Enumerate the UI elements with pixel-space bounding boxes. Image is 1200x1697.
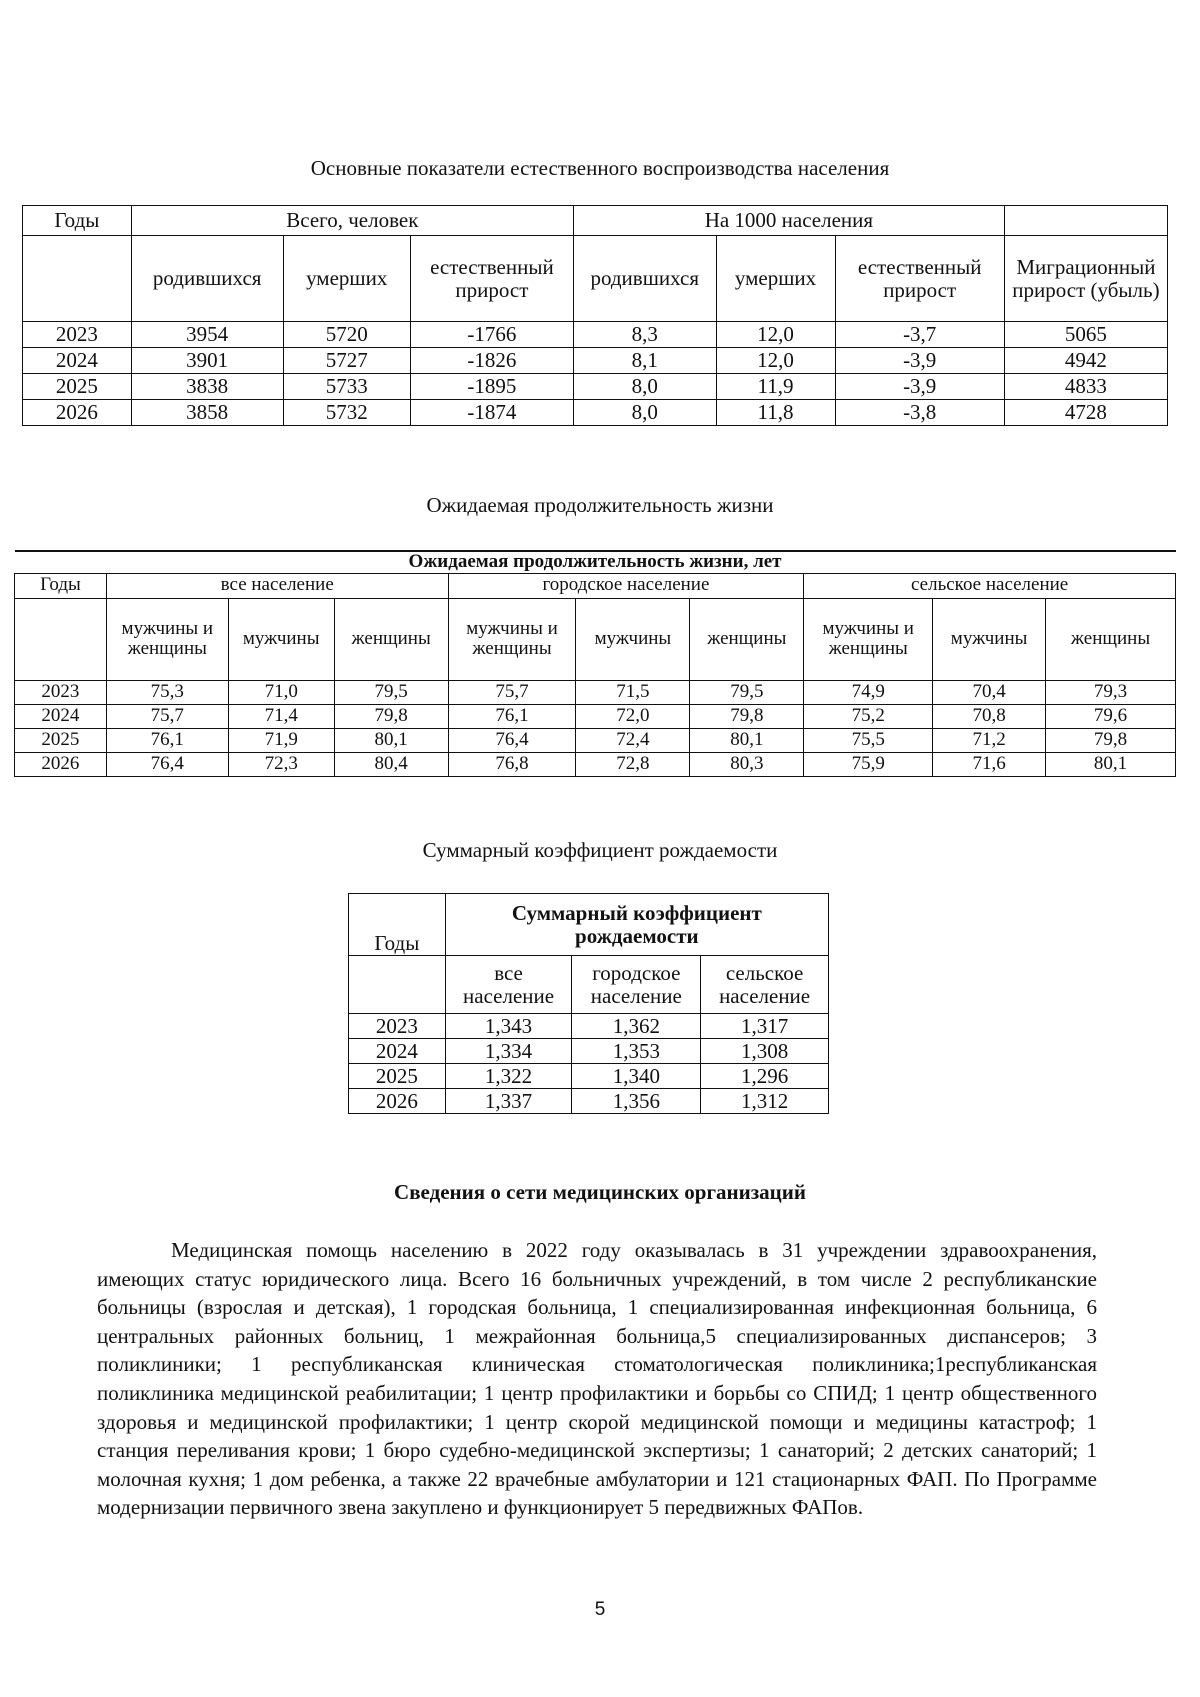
value-cell: 80,3	[690, 752, 804, 776]
value-cell: 1,322	[445, 1064, 572, 1089]
year-cell: 2026	[15, 752, 107, 776]
value-cell: 3858	[131, 400, 283, 426]
value-cell: 72,4	[576, 728, 690, 752]
value-cell: -1766	[410, 322, 573, 348]
value-cell: 8,0	[573, 400, 716, 426]
table-row	[349, 1039, 829, 1064]
table-row	[349, 1064, 829, 1089]
year-cell: 2026	[349, 1089, 446, 1114]
year-cell: 2023	[15, 680, 107, 704]
value-cell: -3,7	[835, 322, 1004, 348]
value-cell: 5720	[283, 322, 410, 348]
value-cell: 74,9	[804, 680, 933, 704]
value-cell: 79,3	[1046, 680, 1176, 704]
value-cell: -3,9	[835, 348, 1004, 374]
value-cell: 4833	[1004, 374, 1167, 400]
table-row	[15, 680, 1176, 704]
table-row	[23, 348, 1168, 374]
col-rural-w: женщины	[1046, 598, 1176, 680]
col-group-per1000: На 1000 населения	[573, 206, 1004, 236]
value-cell: 76,4	[448, 728, 576, 752]
value-cell: 4728	[1004, 400, 1167, 426]
col-all-mw: мужчины и женщины	[106, 598, 228, 680]
life-expectancy-table	[14, 550, 1176, 777]
col-empty	[1004, 206, 1167, 236]
col-urban-w: женщины	[690, 598, 804, 680]
value-cell: 71,0	[228, 680, 334, 704]
table-row	[15, 728, 1176, 752]
value-cell: 75,9	[804, 752, 933, 776]
value-cell: -3,9	[835, 374, 1004, 400]
col-years: Годы	[349, 894, 446, 956]
col-rural-mw: мужчины и женщины	[804, 598, 933, 680]
table3-caption: Суммарный коэффициент рождаемости	[422, 838, 778, 862]
col-group-total: Всего, человек	[131, 206, 573, 236]
table-row	[349, 1014, 829, 1039]
value-cell: 76,4	[106, 752, 228, 776]
value-cell: 75,2	[804, 704, 933, 728]
value-cell: 1,356	[572, 1089, 701, 1114]
value-cell: 72,0	[576, 704, 690, 728]
col-births: родившихся	[131, 236, 283, 322]
table-row	[23, 400, 1168, 426]
value-cell: 76,8	[448, 752, 576, 776]
value-cell: 1,334	[445, 1039, 572, 1064]
value-cell: 1,362	[572, 1014, 701, 1039]
table2-caption: Ожидаемая продолжительность жизни	[426, 493, 774, 517]
col-group-urban: городское население	[448, 573, 804, 598]
year-cell: 2026	[23, 400, 132, 426]
value-cell: 1,308	[701, 1039, 829, 1064]
value-cell: 79,8	[1046, 728, 1176, 752]
year-cell: 2025	[23, 374, 132, 400]
value-cell: 3901	[131, 348, 283, 374]
value-cell: -1874	[410, 400, 573, 426]
value-cell: 79,6	[1046, 704, 1176, 728]
col-fert-urban: городское население	[572, 956, 701, 1014]
col-group-rural: сельское население	[804, 573, 1176, 598]
value-cell: 5727	[283, 348, 410, 374]
natural-reproduction-table	[22, 205, 1168, 426]
col-urban-m: мужчины	[576, 598, 690, 680]
value-cell: 80,1	[690, 728, 804, 752]
year-cell: 2024	[15, 704, 107, 728]
value-cell: 11,9	[716, 374, 835, 400]
value-cell: 71,9	[228, 728, 334, 752]
col-urban-mw: мужчины и женщины	[448, 598, 576, 680]
value-cell: 8,0	[573, 374, 716, 400]
value-cell: 75,5	[804, 728, 933, 752]
value-cell: 71,2	[933, 728, 1046, 752]
value-cell: 70,4	[933, 680, 1046, 704]
col-births-rate: родившихся	[573, 236, 716, 322]
year-cell: 2025	[349, 1064, 446, 1089]
col-group-fertility: Суммарный коэффициент рождаемости	[445, 894, 828, 956]
table1-caption: Основные показатели естественного воспроизводства населения	[310, 156, 890, 180]
col-deaths: умерших	[283, 236, 410, 322]
value-cell: 75,7	[106, 704, 228, 728]
fertility-rate-table	[348, 893, 829, 1114]
section-paragraph: Медицинская помощь населению в 2022 году оказывалась в 31 учреждении здравоохранения, имеющих статус юридического лица. Всего 16 больничных учреждений, в том числе 2 республиканские больницы (взрослая и детская), 1 городская больница, 1 специализированная инфекционная больница, 6 центральных районных больниц, 1 межрайонная больница,5 специализированных диспансеров; 3 поликлиники; 1 республиканская клиническая стоматологическая поликлиника;1республиканская поликлиника медицинской реабилитации; 1 центр профилактики и борьбы со СПИД; 1 центр общественного здоровья и медицинской профилактики; 1 центр скорой медицинской помощи и медицины катастроф; 1 станция переливания крови; 1 бюро судебно-медицинской экспертизы; 1 санаторий; 2 детских санаторий; 1 молочная кухня; 1 дом ребенка, а также 22 врачебные амбулатории и 121 стационарных ФАП. По Программе модернизации первичного звена закуплено и функционирует 5 передвижных ФАПов.	[97, 1238, 1097, 1520]
year-cell: 2025	[15, 728, 107, 752]
year-cell: 2023	[23, 322, 132, 348]
value-cell: 79,5	[690, 680, 804, 704]
value-cell: 5065	[1004, 322, 1167, 348]
col-fert-rural: сельское население	[701, 956, 829, 1014]
value-cell: 11,8	[716, 400, 835, 426]
value-cell: 1,340	[572, 1064, 701, 1089]
col-migration: Миграционный прирост (убыль)	[1004, 236, 1167, 322]
value-cell: 12,0	[716, 322, 835, 348]
value-cell: 72,8	[576, 752, 690, 776]
value-cell: 80,1	[1046, 752, 1176, 776]
col-empty	[23, 236, 132, 322]
value-cell: 71,4	[228, 704, 334, 728]
value-cell: 5732	[283, 400, 410, 426]
value-cell: 1,317	[701, 1014, 829, 1039]
value-cell: -1895	[410, 374, 573, 400]
life-table-title: Ожидаемая продолжительность жизни, лет	[15, 551, 1176, 573]
value-cell: 71,5	[576, 680, 690, 704]
year-cell: 2023	[349, 1014, 446, 1039]
value-cell: 1,353	[572, 1039, 701, 1064]
col-group-all: все население	[106, 573, 448, 598]
value-cell: 72,3	[228, 752, 334, 776]
col-natural-rate: естественный прирост	[835, 236, 1004, 322]
value-cell: 4942	[1004, 348, 1167, 374]
value-cell: 79,8	[334, 704, 448, 728]
col-all-m: мужчины	[228, 598, 334, 680]
value-cell: 70,8	[933, 704, 1046, 728]
value-cell: 3954	[131, 322, 283, 348]
col-empty	[349, 956, 446, 1014]
col-empty	[15, 598, 107, 680]
value-cell: -3,8	[835, 400, 1004, 426]
year-cell: 2024	[23, 348, 132, 374]
value-cell: 80,1	[334, 728, 448, 752]
table-row	[23, 322, 1168, 348]
col-all-w: женщины	[334, 598, 448, 680]
col-rural-m: мужчины	[933, 598, 1046, 680]
table-row	[23, 374, 1168, 400]
value-cell: 80,4	[334, 752, 448, 776]
value-cell: 5733	[283, 374, 410, 400]
value-cell: 8,1	[573, 348, 716, 374]
value-cell: 71,6	[933, 752, 1046, 776]
col-years: Годы	[23, 206, 132, 236]
section-heading: Сведения о сети медицинских организаций	[394, 1180, 806, 1204]
value-cell: 76,1	[448, 704, 576, 728]
value-cell: 1,337	[445, 1089, 572, 1114]
value-cell: 75,3	[106, 680, 228, 704]
page-number: 5	[594, 1599, 606, 1620]
table-row	[15, 752, 1176, 776]
col-natural-growth: естественный прирост	[410, 236, 573, 322]
col-years: Годы	[15, 573, 107, 598]
value-cell: 1,343	[445, 1014, 572, 1039]
value-cell: 8,3	[573, 322, 716, 348]
col-deaths-rate: умерших	[716, 236, 835, 322]
value-cell: 3838	[131, 374, 283, 400]
value-cell: 1,312	[701, 1089, 829, 1114]
table-row	[15, 704, 1176, 728]
value-cell: 75,7	[448, 680, 576, 704]
value-cell: 12,0	[716, 348, 835, 374]
value-cell: -1826	[410, 348, 573, 374]
value-cell: 79,8	[690, 704, 804, 728]
table-row	[349, 1089, 829, 1114]
col-fert-all: все население	[445, 956, 572, 1014]
year-cell: 2024	[349, 1039, 446, 1064]
value-cell: 76,1	[106, 728, 228, 752]
value-cell: 79,5	[334, 680, 448, 704]
value-cell: 1,296	[701, 1064, 829, 1089]
